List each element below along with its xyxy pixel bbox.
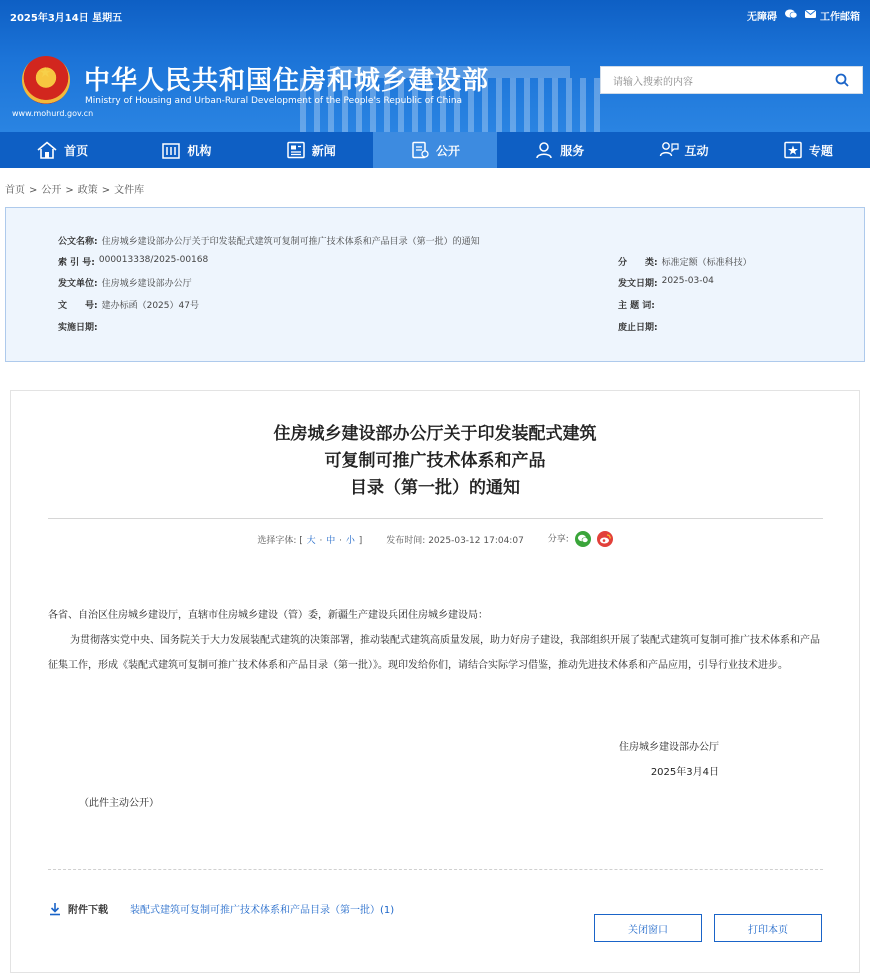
article-salutation: 各省、自治区住房城乡建设厅，直辖市住房城乡建设（管）委，新疆生产建设兵团住房城乡建设局： [48, 610, 488, 621]
meta-doc-name: 住房城乡建设部办公厅关于印发装配式建筑可复制可推广技术体系和产品目录（第一批）的通知 [101, 237, 480, 247]
publish-time [386, 533, 524, 546]
meta-label: 分 类: [618, 258, 658, 268]
meta-date-row [618, 276, 714, 289]
font-small-link[interactable]: 小 [345, 535, 355, 546]
building-icon [161, 141, 181, 159]
font-large-link[interactable]: 大 [306, 535, 316, 546]
service-icon [534, 141, 554, 159]
breadcrumb: 首页 > 公开 > 政策 > 文件库 [5, 185, 145, 196]
article-title-line: 住房城乡建设部办公厅关于印发装配式建筑 [273, 424, 597, 444]
share-label: 分享: [547, 534, 569, 545]
article-body [48, 599, 828, 678]
search-icon [835, 73, 849, 87]
nav-label: 专题 [808, 143, 833, 158]
font-size-label: 选择字体: [257, 535, 297, 546]
meta-label: 废止日期: [618, 323, 658, 333]
nav-label: 服务 [560, 143, 585, 158]
weibo-share-icon[interactable] [597, 531, 613, 547]
nav-label: 新闻 [311, 143, 336, 158]
meta-keywords-row [618, 298, 659, 311]
main-nav [0, 132, 870, 168]
news-icon [286, 141, 306, 159]
meta-category: 标准定额（标准科技） [661, 258, 752, 268]
meta-expire-row [618, 320, 662, 333]
accessibility-link[interactable]: 无障碍 [747, 12, 777, 23]
attachment-divider [48, 869, 823, 870]
nav-label: 首页 [64, 143, 89, 158]
meta-effective-row [58, 320, 102, 333]
breadcrumb-library[interactable]: 文件库 [114, 185, 145, 196]
meta-doc-name-row [58, 234, 480, 247]
attachment-link[interactable]: 装配式建筑可复制可推广技术体系和产品目录（第一批）(1) [130, 905, 395, 916]
meta-label: 公文名称: [58, 237, 98, 247]
meta-label: 索 引 号: [58, 258, 95, 268]
public-note: （此件主动公开） [79, 798, 159, 809]
nav-label: 互动 [684, 143, 709, 158]
nav-item-organization[interactable] [124, 132, 248, 168]
site-domain: www.mohurd.gov.cn [12, 109, 94, 118]
nav-item-service[interactable] [497, 132, 621, 168]
download-icon [48, 902, 62, 916]
meta-label: 主 题 词: [618, 301, 655, 311]
nav-item-news[interactable] [249, 132, 373, 168]
site-header [0, 0, 870, 132]
wechat-share-icon[interactable] [575, 531, 591, 547]
email-icon [805, 10, 816, 21]
current-date: 2025年3月14日 星期五 [10, 13, 123, 24]
emblem-star-icon: ★ [39, 65, 52, 81]
nav-item-home[interactable] [0, 132, 124, 168]
meta-index: 000013338/2025-00168 [98, 255, 209, 265]
nav-label: 公开 [435, 143, 460, 158]
document-meta-panel [5, 207, 865, 362]
article-info-bar [11, 531, 859, 547]
star-icon [783, 141, 803, 159]
search-button[interactable] [822, 67, 862, 93]
email-link[interactable]: 工作邮箱 [820, 12, 860, 23]
national-emblem-logo[interactable] [22, 56, 70, 104]
meta-doc-no: 建办标函（2025）47号 [101, 301, 199, 311]
interaction-icon [659, 141, 679, 159]
article-title [11, 421, 859, 502]
share-bar [548, 531, 613, 547]
meta-issuer: 住房城乡建设部办公厅 [101, 279, 192, 289]
font-size-selector: 选择字体: [ 大 · 中 · 小 ] [257, 535, 363, 546]
meta-index-row [58, 255, 208, 268]
meta-label: 发文单位: [58, 279, 98, 289]
publish-label: 发布时间: [386, 535, 426, 546]
meta-category-row [618, 255, 752, 268]
signature-date: 2025年3月4日 [650, 767, 719, 778]
meta-docno-row [58, 298, 199, 311]
search-box[interactable] [600, 66, 863, 94]
print-page-button[interactable]: 打印本页 [714, 914, 822, 942]
attachment-label: 附件下载 [68, 905, 108, 916]
article-panel [10, 390, 860, 973]
nav-item-interaction[interactable] [621, 132, 745, 168]
meta-label: 发文日期: [618, 279, 658, 289]
site-title[interactable]: 中华人民共和国住房和城乡建设部 [84, 66, 490, 96]
topbar-links [747, 8, 860, 23]
search-input[interactable]: 请输入搜索的内容 [613, 77, 693, 88]
title-divider [48, 518, 823, 519]
wechat-icon[interactable] [785, 9, 797, 22]
document-icon [410, 141, 430, 159]
nav-item-public[interactable] [373, 132, 497, 168]
article-paragraph: 为贯彻落实党中央、国务院关于大力发展装配式建筑的决策部署，推动装配式建筑高质量发展，助力好房子建设，我部组织开展了装配式建筑可复制可推广技术体系和产品征集工作，形成《装配式建筑可复制可推广技术体系和产品目录（第一批）》。现印发给你们，请结合实际学习借鉴，推动先进技术体系和产品应用，引导行业技术进步。 [48, 635, 820, 671]
site-subtitle: Ministry of Housing and Urban-Rural Development of the People's Republic of China [85, 96, 463, 106]
article-title-line: 可复制可推广技术体系和产品 [324, 451, 546, 471]
meta-label: 文 号: [58, 301, 98, 311]
breadcrumb-public[interactable]: 公开 [41, 185, 62, 196]
article-title-line: 目录（第一批）的通知 [350, 478, 520, 498]
meta-label: 实施日期: [58, 323, 98, 333]
close-window-button[interactable]: 关闭窗口 [594, 914, 702, 942]
publish-value: 2025-03-12 17:04:07 [428, 535, 524, 546]
attachment-row [48, 901, 394, 916]
nav-label: 机构 [187, 143, 212, 158]
signature: 住房城乡建设部办公厅 [619, 742, 719, 753]
breadcrumb-policy[interactable]: 政策 [77, 185, 98, 196]
nav-item-topics[interactable] [746, 132, 870, 168]
home-icon [36, 141, 58, 159]
meta-issuer-row [58, 276, 192, 289]
meta-date: 2025-03-04 [661, 276, 714, 286]
font-medium-link[interactable]: 中 [326, 535, 336, 546]
breadcrumb-home[interactable]: 首页 [5, 185, 25, 196]
